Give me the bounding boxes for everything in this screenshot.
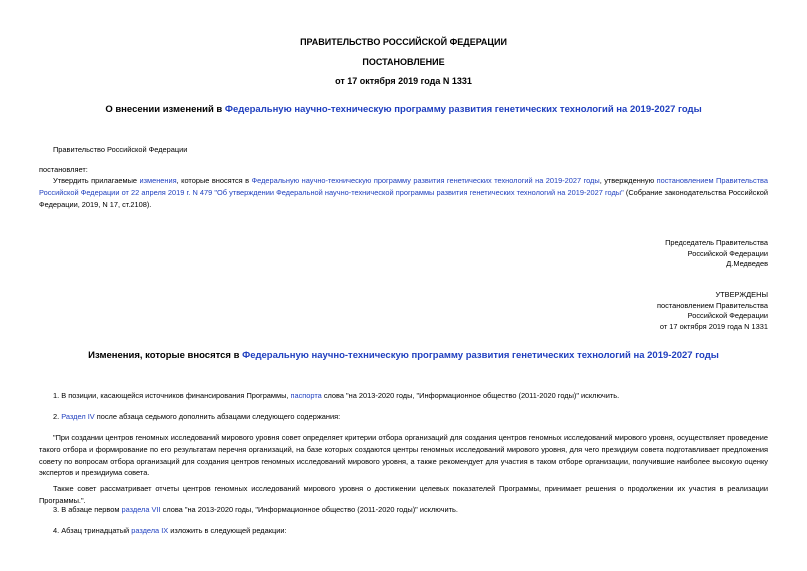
program-link[interactable]: Федеральную научно-техническую программу развития генетических технологий на 2019-2027 годы [224,104,702,115]
section-vii-link[interactable]: раздела VII [121,505,161,514]
p1-text-b: , которые вносятся в [176,176,252,185]
resolution-479-link[interactable]: постановлением Правительства Российской Федерации от 22 апреля 2019 г. N 479 "Об утверждении Федеральной научно-технической программы развития генетических технологий на 2019-2027 годы" [39,176,769,197]
signature-block [665,238,768,270]
changes-program-link[interactable]: Федеральную научно-техническую программу развития генетических технологий на 2019-2027 годы [242,350,719,361]
decrees-label: постановляет: [39,165,88,174]
section-ix-link[interactable]: раздела IX [131,526,169,535]
item-2 [39,411,768,423]
approved-line-4: от 17 октября 2019 года N 1331 [659,321,768,331]
p1-text-c: , утвержденную [599,176,657,185]
item-1-text-b: слова "на 2013-2020 годы, "Информационное общество (2011-2020 годы)" исключить. [321,391,620,400]
item-4-text-a: 4. Абзац тринадцатый [53,526,132,535]
approved-block [657,290,768,332]
changes-title-prefix: Изменения, которые вносятся в [88,350,243,361]
approved-line-2: постановлением Правительства [657,300,768,310]
item-2-num: 2. [53,412,62,421]
item-3-text-a: 3. В абзаце первом [53,505,122,514]
signature-line-3: Д.Медведев [726,259,768,268]
approved-line-1: УТВЕРЖДЕНЫ [715,290,768,299]
item-4-text-b: изложить в следующей редакции: [168,526,287,535]
signature-line-2: Российской Федерации [687,248,768,258]
passport-link[interactable]: паспорта [290,391,322,400]
item-4 [39,525,768,537]
changes-title [0,350,807,361]
p1-text-a: Утвердить прилагаемые [53,176,140,185]
item-1-text-a: 1. В позиции, касающейся источников финансирования Программы, [53,391,291,400]
signature-line-1: Председатель Правительства [665,238,768,247]
approved-line-3: Российской Федерации [687,311,768,320]
government-heading: ПРАВИТЕЛЬСТВО РОССИЙСКОЙ ФЕДЕРАЦИИ [300,37,507,47]
quote-paragraph-2: Также совет рассматривает отчеты центров геномных исследований мирового уровня о достижении целевых показателей Программы, принимает решения о продолжении их участия в реализации Программы.". [39,484,768,505]
title-prefix: О внесении изменений в [105,104,225,115]
program-link-2[interactable]: Федеральную научно-техническую программу развития генетических технологий на 2019-2027 годы [251,176,600,185]
quote-paragraph-1: "При создании центров геномных исследований мирового уровня совет определяет критерии отбора организаций для создания центров геномных исследований мирового уровня, осуществляет проведение такого отбора и формирование по его результатам перечня организаций, на базе которых создаются центры геномных исследований мирового уровня, для чего президиум совета подготавливает предложения совету по вопросам отбора организаций для создания центров геномных исследований мирового уровня, а также рекомендует для участия в таком отборе организации, получившие наиболее высокую оценку экспертов и президиума совета. [39,433,768,478]
document-title [0,104,807,115]
item-2-text-b: после абзаца седьмого дополнить абзацами следующего содержания: [94,412,341,421]
item-1 [39,390,768,402]
p1-text-d: (Собрание законодательства Российской Федерации, 2019, N 17, ст.2108). [39,187,768,209]
resolution-paragraph [39,175,768,210]
section-iv-link[interactable]: Раздел IV [61,412,95,421]
item-3-text-b: слова "на 2013-2020 годы, "Информационное общество (2011-2020 годы)" исключить. [160,505,458,514]
government-label: Правительство Российской Федерации [53,145,188,154]
document-date: от 17 октября 2019 года N 1331 [335,76,472,86]
document-type: ПОСТАНОВЛЕНИЕ [362,57,445,67]
changes-link[interactable]: изменения [139,176,177,185]
item-3 [39,504,768,516]
